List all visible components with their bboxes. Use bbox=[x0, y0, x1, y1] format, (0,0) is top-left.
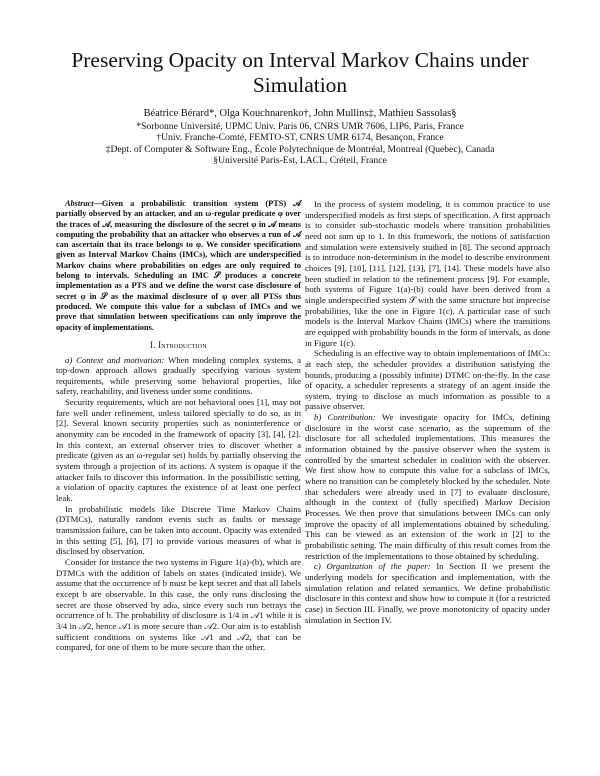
paragraph-organization-text: In Section II we present the underlying models for specification and implementation, with the simulation relation and related semantics. We define probabilistic disclosure in this context and show how to compute it (for a restricted case) in Section III. Finally, we prove monotonicity of opacity under simulation in Section IV. bbox=[305, 561, 550, 625]
paragraph-scheduling: Scheduling is an effective way to obtain implementations of IMCs: at each step, the scheduler provides a distribution satisfying the bounds, producing a (possibly infinite) DTMC on-the-fly. In the case of opacity, a scheduler represents a strategy of an agent inside the system, trying to disclose as much information as possible to a passive observer. bbox=[305, 348, 550, 412]
paragraph-contribution-label: b) Contribution: bbox=[314, 412, 376, 423]
paragraph-security: Security requirements, which are not behavioral ones [1], may not fare well under refinement, unless tailored specially to do so, as in [2]. Several known security properties such as noninterference or anonymity can be encoded in the framework of opacity [3], [4], [2]. In this context, an external observer tries to discover whether a predicate (given as an ω-regular set) holds by partially observing the system through a projection of its actions. A system is opaque if the attacker fails to discover this information. In the possibilistic setting, a violation of opacity captures the existence of at least one perfect leak. bbox=[56, 397, 301, 504]
section-heading bbox=[56, 340, 301, 351]
abstract-label: Abstract bbox=[65, 199, 94, 208]
affiliation-3: ‡Dept. of Computer & Software Eng., École Polytechnique de Montréal, Montreal (Quebec), Canada bbox=[105, 143, 495, 155]
paragraph-organization-label: c) Organization of the paper: bbox=[314, 561, 431, 572]
abstract-text: —Given a probabilistic transition system (PTS) 𝒜 partially observed by an attacker, and an ω-regular predicate φ over the traces of 𝒜, measuring the disclosure of the secret φ in 𝒜 means computing the probability that an attacker who observes a run of 𝒜 can ascertain that its trace belongs to φ. We consider specifications given as Interval Markov Chains (IMCs), which are underspecified Markov chains where probabilities on edges are only required to belong to intervals. Scheduling an IMC 𝒮 produces a concrete implementation as a PTS and we define the worst case disclosure of secret φ in 𝒮 as the maximal disclosure of φ over all PTSs thus produced. We compute this value for a subclass of IMCs and we prove that simulation between specifications can only improve the opacity of implementations. bbox=[56, 199, 301, 332]
paragraph-contribution bbox=[305, 412, 550, 561]
affiliation-4: §Université Paris-Est, LACL, Créteil, France bbox=[213, 155, 387, 167]
paragraph-context-text: When modeling complex systems, a top-down approach allows gradually specifying various system requirements, while preserving some behavioral properties, like safety, reachability, and liveness under some conditions. bbox=[56, 354, 301, 397]
abstract bbox=[56, 199, 301, 333]
paragraph-contribution-text: We investigate opacity for IMCs, defining disclosure in the worst case scenario, as the supremum of the disclosure for all scheduled implementations. This measures the information obtained by the passive observer when the system is controlled by the smartest scheduler in coalition with the observer. We first show how to compute this value for a subclass of IMCs, where no transition can be completely blocked by the scheduler. Note that schedulers were already used in [7] to evaluate disclosure, although in the context of (fully specified) Markov Decision Processes. We then prove that simulations between IMCs can only improve the opacity of all implementations obtained by scheduling. This can be viewed as an extension of the work in [2] to the probabilistic setting. The main difficulty of this result comes from the restriction of the implementations to those obtained by scheduling. bbox=[305, 412, 550, 561]
paragraph-probabilistic: In probabilistic models like Discrete Time Markov Chains (DTMCs), naturally random events such as faults or message transmission failure, can be taken into account. Opacity was extended in this setting [5], [6], [7] to provide various measures of what is disclosed by observation. bbox=[56, 503, 301, 557]
right-column bbox=[305, 199, 550, 625]
author-names: Béatrice Bérard*, Olga Kouchnarenko†, John Mullins‡, Mathieu Sassolas§ bbox=[143, 108, 457, 119]
paragraph-organization bbox=[305, 561, 550, 625]
affiliation-1: *Sorbonne Université, UPMC Univ. Paris 06, CNRS UMR 7606, LIP6, Paris, France bbox=[136, 120, 464, 132]
paragraph-underspecified: In the process of system modeling, it is common practice to use underspecified models as first steps of specification. A first approach is to consider sub-stochastic models where transition probabilities need not sum up to 1. In this framework, the notions of satisfaction and simulation were extensively studied in [8]. The second approach is to introduce non-determinism in the model to describe environment choices [9], [10], [11], [12], [13], [7], [14]. These models have also been studied in relation to the refinement process [9]. For example, both systems of Figure 1(a)-(b) could have been derived from a single underspecified system 𝒮 with the same structure but imprecise probabilities, like the one in Figure 1(c). A particular case of such models is the Interval Markov Chains (IMCs) where the transitions are equipped with probability bounds in the form of intervals, as done in Figure 1(c). bbox=[305, 199, 550, 348]
author-block bbox=[40, 108, 560, 167]
left-column bbox=[56, 199, 301, 653]
section-number: I. bbox=[150, 339, 156, 350]
paragraph-example: Consider for instance the two systems in Figure 1(a)-(b), which are DTMCs with the addition of labels on states (indicated inside). We assume that the occurrence of b must be kept secret and that all labels except b are observable. In this case, the only runs disclosing the secret are those observed by adω, since every such run betrays the occurrence of b. The probability of disclosure is 1/4 in 𝒜1 while it is 3/4 in 𝒜2, hence 𝒜1 is more secure than 𝒜2. Our aim is to establish sufficient conditions on systems like 𝒜1 and 𝒜2, that can be compared, for one of them to be more secure than the other. bbox=[56, 556, 301, 653]
affiliation-2: †Univ. Franche-Comté, FEMTO-ST, CNRS UMR 6174, Besançon, France bbox=[156, 132, 444, 144]
paragraph-context bbox=[56, 355, 301, 398]
paper-title: Preserving Opacity on Interval Markov Chains under Simulation bbox=[71, 48, 529, 97]
paragraph-context-label: a) Context and motivation: bbox=[65, 354, 165, 365]
section-title: Introduction bbox=[158, 339, 207, 350]
